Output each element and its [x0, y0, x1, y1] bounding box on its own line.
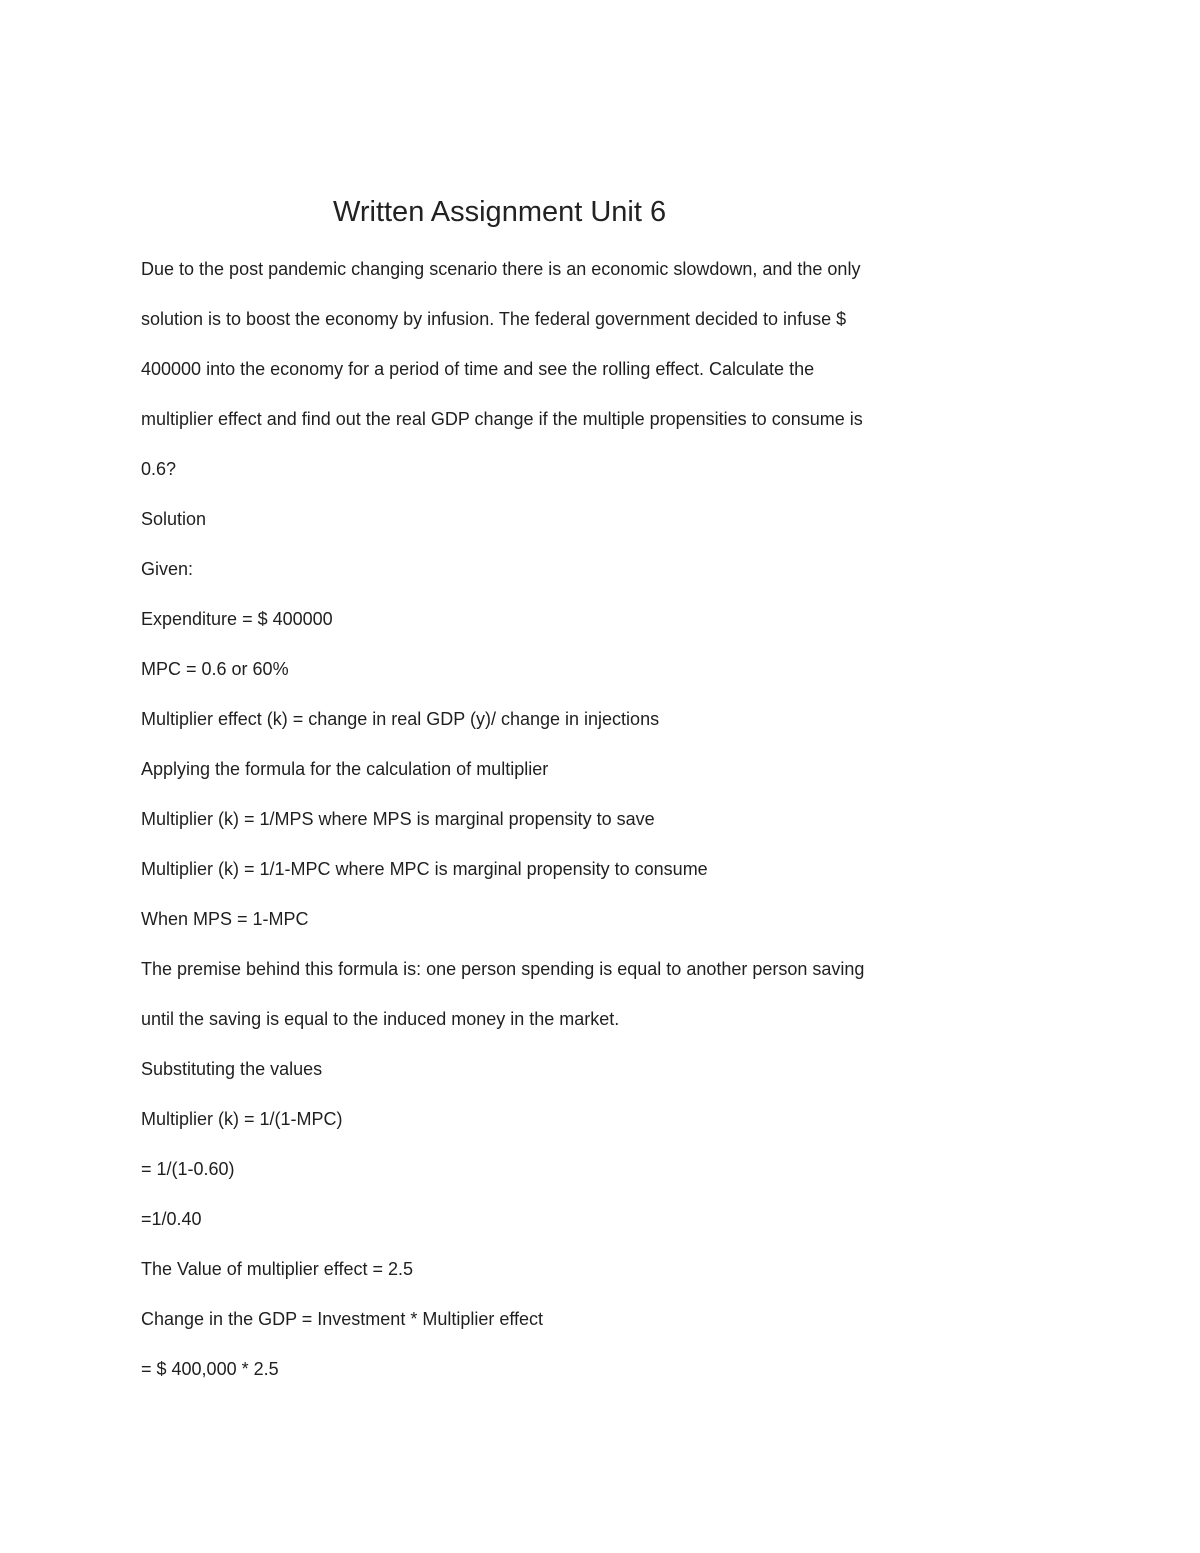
paragraph-line: multiplier effect and find out the real GDP change if the multiple propensities to consume is [141, 409, 863, 429]
premise-line: The premise behind this formula is: one person spending is equal to another person saving [141, 959, 865, 979]
calculation-step: = 1/(1-0.60) [141, 1159, 235, 1179]
formula-mps: Multiplier (k) = 1/MPS where MPS is marginal propensity to save [141, 809, 655, 829]
paragraph-line: Due to the post pandemic changing scenario there is an economic slowdown, and the only [141, 259, 861, 279]
premise-line: until the saving is equal to the induced money in the market. [141, 1009, 620, 1029]
formula-multiplier-definition: Multiplier effect (k) = change in real GDP (y)/ change in injections [141, 709, 660, 729]
calculation-step: Multiplier (k) = 1/(1-MPC) [141, 1109, 343, 1129]
section-heading-solution: Solution [141, 509, 207, 529]
formula-mps-relation: When MPS = 1-MPC [141, 909, 309, 929]
page-title: Written Assignment Unit 6 [333, 196, 667, 228]
gdp-change-calculation: = $ 400,000 * 2.5 [141, 1359, 279, 1379]
calculation-step: =1/0.40 [141, 1209, 202, 1229]
paragraph-line: 0.6? [141, 459, 177, 479]
multiplier-result: The Value of multiplier effect = 2.5 [141, 1259, 413, 1279]
paragraph-line: 400000 into the economy for a period of time and see the rolling effect. Calculate the [141, 359, 815, 379]
document-body [141, 252, 971, 1402]
given-label: Given: [141, 559, 194, 579]
given-mpc: MPC = 0.6 or 60% [141, 659, 289, 679]
formula-mpc: Multiplier (k) = 1/1-MPC where MPC is marginal propensity to consume [141, 859, 708, 879]
given-expenditure: Expenditure = $ 400000 [141, 609, 333, 629]
paragraph-line: solution is to boost the economy by infusion. The federal government decided to infuse $ [141, 309, 847, 329]
substitution-heading: Substituting the values [141, 1059, 323, 1079]
gdp-change-formula: Change in the GDP = Investment * Multiplier effect [141, 1309, 544, 1329]
formula-intro: Applying the formula for the calculation of multiplier [141, 759, 549, 779]
